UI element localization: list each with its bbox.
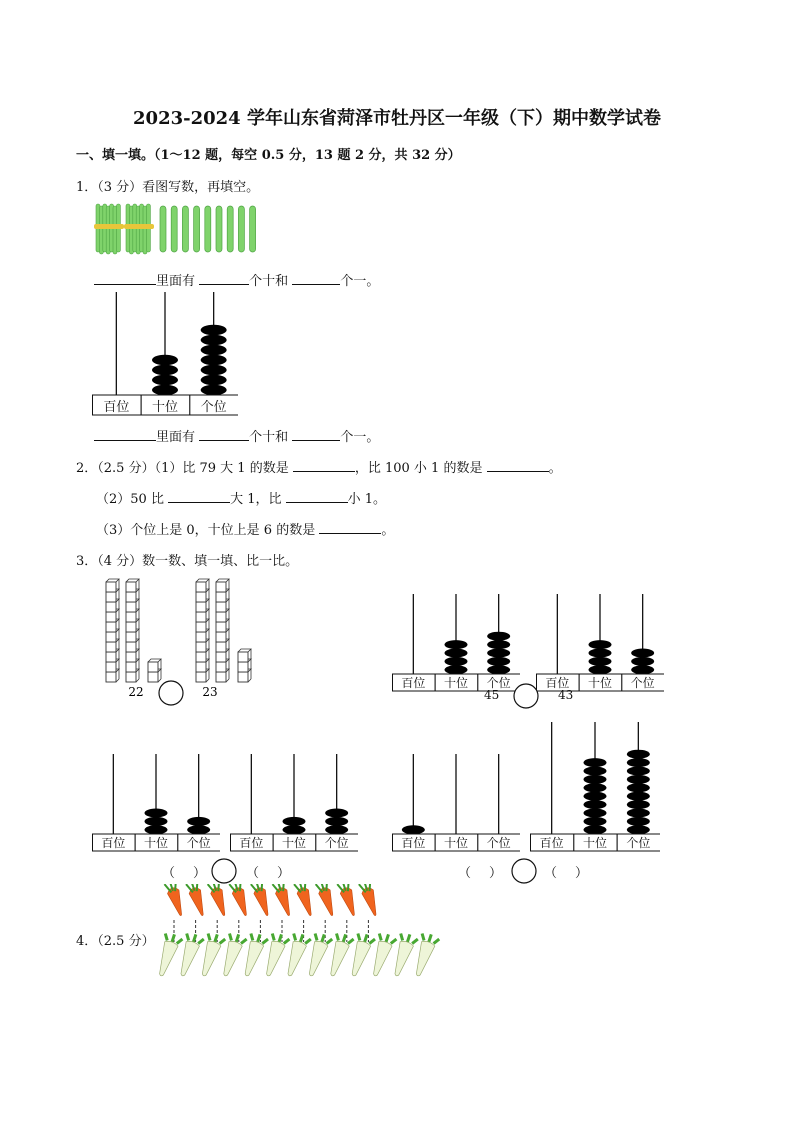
abacus-bead <box>584 809 607 818</box>
abacus-bead <box>487 665 510 674</box>
answer-blank[interactable] <box>293 459 355 472</box>
abacus-bead <box>152 375 178 386</box>
abacus-bead <box>283 817 306 826</box>
abacus-bead <box>445 665 468 674</box>
ten-rod <box>196 579 209 682</box>
single-stick <box>250 206 256 252</box>
abacus-bead <box>152 385 178 396</box>
radish <box>238 932 269 979</box>
bundle-tie <box>124 224 154 229</box>
place-value-label: 百位 <box>401 836 426 850</box>
q2-part2: （2）50 比 大 1，比 小 1。 <box>96 492 387 507</box>
q4-carrot-radish-figure <box>156 884 446 986</box>
abacus-bead <box>589 665 612 674</box>
stick-bundle <box>124 204 154 254</box>
compare-circle[interactable] <box>210 857 238 885</box>
abacus-bead <box>445 649 468 658</box>
abacus-bead <box>145 817 168 826</box>
q1-sticks-figure <box>94 200 274 260</box>
radish <box>324 932 355 979</box>
abacus-bead <box>145 825 168 834</box>
abacus-bead <box>201 345 227 356</box>
abacus-bead <box>627 750 650 759</box>
abacus-bead <box>445 657 468 666</box>
abacus-bead <box>201 355 227 366</box>
abacus-bead <box>201 335 227 346</box>
place-value-label: 十位 <box>582 836 608 850</box>
place-value-label: 十位 <box>587 676 613 690</box>
abacus-bead <box>283 825 306 834</box>
q2-part1: 2．（2.5 分）（1）比 79 大 1 的数是 ，比 100 小 1 的数是 。 <box>76 461 562 476</box>
q1-label: 1．（3 分）看图写数，再填空。 <box>76 180 260 195</box>
abacus-bead <box>584 817 607 826</box>
compare-circle[interactable] <box>159 681 183 705</box>
abacus-bead <box>187 817 210 826</box>
carrot <box>185 884 208 917</box>
abacus-lower-1 <box>92 752 220 856</box>
place-value-label: 百位 <box>101 836 126 850</box>
abacus-bead <box>445 640 468 649</box>
answer-blank[interactable] <box>487 459 549 472</box>
abacus-bead <box>584 767 607 776</box>
q1-abacus <box>92 290 238 420</box>
abacus-bead <box>627 800 650 809</box>
carrot <box>358 884 381 917</box>
abacus-bead <box>589 649 612 658</box>
single-stick <box>238 206 244 252</box>
unit-cubes <box>148 659 161 682</box>
single-stick <box>182 206 188 252</box>
abacus-bead <box>627 817 650 826</box>
ten-rod <box>216 579 229 682</box>
unit-cubes <box>238 649 251 682</box>
answer-blank[interactable] <box>319 521 381 534</box>
single-stick <box>216 206 222 252</box>
carrot-row <box>164 884 381 917</box>
abacus-bead <box>627 792 650 801</box>
abacus-bead <box>584 783 607 792</box>
answer-paren-2[interactable]: （ ） <box>246 866 291 881</box>
answer-blank[interactable] <box>286 490 348 503</box>
abacus-bead <box>627 758 650 767</box>
compare-circle[interactable] <box>510 857 538 885</box>
abacus-bead <box>589 657 612 666</box>
abacus-bead <box>152 355 178 366</box>
answer-blank[interactable] <box>292 428 340 441</box>
abacus-bead <box>325 817 348 826</box>
abacus-bead <box>584 775 607 784</box>
stick-bundle <box>94 204 124 254</box>
compare-circle[interactable] <box>512 682 540 710</box>
answer-blank[interactable] <box>199 428 249 441</box>
carrot <box>337 884 360 917</box>
single-stick <box>194 206 200 252</box>
place-value-label: 个位 <box>186 836 211 850</box>
abacus-bead <box>145 809 168 818</box>
q4-label: 4．（2.5 分） <box>76 934 155 949</box>
abacus-bead <box>627 825 650 834</box>
abacus-bead <box>487 657 510 666</box>
section-heading: 一、填一填。（1～12 题，每空 0.5 分，13 题 2 分，共 32 分） <box>76 148 461 163</box>
answer-paren-3[interactable]: （ ） <box>458 866 503 881</box>
carrot <box>315 884 338 917</box>
stick-bundles <box>94 204 154 254</box>
answer-paren-4[interactable]: （ ） <box>544 866 589 881</box>
q3-cubes-figure <box>100 572 270 712</box>
abacus-bead <box>487 632 510 641</box>
abacus-bead <box>187 825 210 834</box>
place-value-label: 十位 <box>281 836 307 850</box>
radish-row <box>156 932 440 979</box>
place-value-label: 个位 <box>486 676 511 690</box>
abacus-bead <box>201 325 227 336</box>
answer-paren-1[interactable]: （ ） <box>162 866 207 881</box>
abacus-bead <box>201 365 227 376</box>
abacus-lower-4 <box>530 720 660 856</box>
place-value-label: 百位 <box>545 676 570 690</box>
answer-blank[interactable] <box>168 490 230 503</box>
bundle-tie <box>94 224 124 229</box>
abacus-43 <box>536 592 664 696</box>
abacus-bead <box>325 825 348 834</box>
single-stick <box>160 206 166 252</box>
ten-rod <box>106 579 119 682</box>
carrot <box>293 884 316 917</box>
place-value-label: 个位 <box>626 836 651 850</box>
radish <box>366 932 397 979</box>
single-sticks <box>160 206 256 252</box>
place-value-label: 百位 <box>239 836 264 850</box>
cube-columns <box>106 579 251 682</box>
radish <box>409 932 440 979</box>
carrot <box>272 884 295 917</box>
carrot <box>229 884 252 917</box>
radish <box>388 932 419 979</box>
radish <box>174 932 205 979</box>
carrot <box>250 884 273 917</box>
abacus-bead <box>201 385 227 396</box>
abacus-bead <box>584 800 607 809</box>
abacus-bead <box>627 775 650 784</box>
carrot <box>207 884 230 917</box>
place-value-label: 十位 <box>143 836 169 850</box>
carrot <box>164 884 187 917</box>
place-value-label: 十位 <box>443 836 469 850</box>
abacus-bead <box>584 825 607 834</box>
place-value-label: 个位 <box>630 676 655 690</box>
abacus-bead <box>487 649 510 658</box>
place-value-label: 百位 <box>401 676 426 690</box>
radish <box>302 932 333 979</box>
abacus-bead <box>325 809 348 818</box>
place-value-label: 百位 <box>103 400 130 415</box>
radish <box>345 932 376 979</box>
place-value-label: 个位 <box>324 836 349 850</box>
answer-blank[interactable] <box>94 272 156 285</box>
place-value-label: 个位 <box>200 400 227 415</box>
abacus-bead <box>627 783 650 792</box>
single-stick <box>205 206 211 252</box>
abacus-45 <box>392 592 520 696</box>
abacus-bead <box>152 365 178 376</box>
ten-rod <box>126 579 139 682</box>
q1-fill-b: 里面有 个十和 个一。 <box>94 426 379 445</box>
place-value-label: 百位 <box>539 836 564 850</box>
abacus-bead <box>584 792 607 801</box>
abacus-bead <box>589 640 612 649</box>
abacus-bead <box>631 665 654 674</box>
abacus-number-43: 43 <box>558 688 574 702</box>
abacus-number-45: 45 <box>484 688 500 702</box>
single-stick <box>227 206 233 252</box>
q1-fill-a: 里面有 个十和 个一。 <box>94 270 379 289</box>
radish <box>195 932 226 979</box>
abacus-bead <box>402 825 425 834</box>
q2-part3: （3）个位上是 0，十位上是 6 的数是 。 <box>96 523 395 538</box>
place-value-label: 十位 <box>443 676 469 690</box>
place-value-label: 十位 <box>151 400 179 415</box>
abacus-bead <box>627 809 650 818</box>
answer-blank[interactable] <box>94 428 156 441</box>
q3-label: 3．（4 分）数一数、填一填、比一比。 <box>76 554 299 569</box>
single-stick <box>171 206 177 252</box>
abacus-lower-2 <box>230 752 358 856</box>
abacus-bead <box>631 649 654 658</box>
abacus-lower-3 <box>392 752 520 856</box>
radish <box>217 932 248 979</box>
abacus-bead <box>627 767 650 776</box>
page-title: 2023-2024 学年山东省菏泽市牡丹区一年级（下）期中数学试卷 <box>133 108 661 129</box>
abacus-bead <box>584 758 607 767</box>
cube-number-right: 23 <box>202 685 218 699</box>
place-value-label: 个位 <box>486 836 511 850</box>
answer-blank[interactable] <box>292 272 340 285</box>
abacus-bead <box>487 640 510 649</box>
radish <box>156 932 183 979</box>
radish <box>259 932 290 979</box>
answer-blank[interactable] <box>199 272 249 285</box>
radish <box>281 932 312 979</box>
abacus-bead <box>631 657 654 666</box>
abacus-bead <box>201 375 227 386</box>
cube-number-left: 22 <box>128 685 144 699</box>
